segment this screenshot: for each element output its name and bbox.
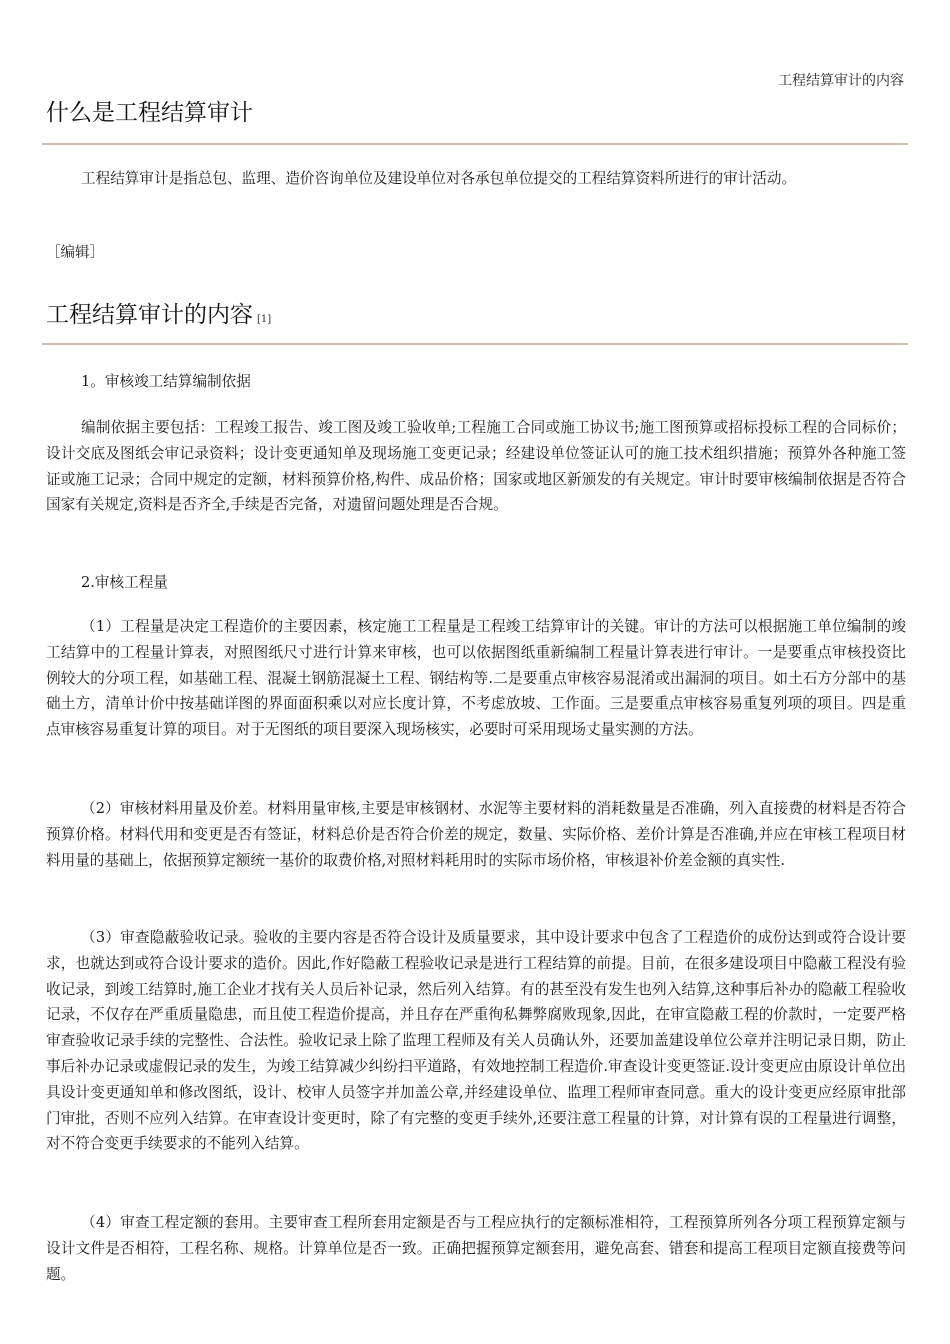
item2-paragraph-4: （4）审查工程定额的套用。主要审查工程所套用定额是否与工程应执行的定额标准相符，工程预算所列各分项工程预算定额与设计文件是否相符，工程名称、规格。计算单位是否一致。正确把握预算定额套用，避免高套、错套和提高工程项目定额直接费等问题。 bbox=[46, 1214, 906, 1283]
reference-link[interactable]: [1] bbox=[257, 314, 272, 325]
edit-link[interactable]: ［编辑］ bbox=[46, 245, 104, 261]
item2-paragraph-2: （2）审核材料用量及价差。材料用量审核,主要是审核钢材、水泥等主要材料的消耗数量是否准确，列入直接费的材料是否符合预算价格。材料代用和变更是否有签证，材料总价是否符合价差的规定，数量、实际价格、差价计算是否准确,并应在审核工程项目材料用量的基础上，依据预算定额统一基价的取费价格,对照材料耗用时的实际市场价格，审核退补价差金额的真实性. bbox=[46, 800, 906, 869]
item1-paragraph: 编制依据主要包括：工程竣工报告、竣工图及竣工验收单;工程施工合同或施工协议书;施工图预算或招标投标工程的合同标价；设计交底及图纸会审记录资料；设计变更通知单及现场施工变更记录；经建设单位签证认可的施工技术组织措施；预算外各种施工签证或施工记录；合同中规定的定额，材料预算价格,构件、成品价格；国家或地区新颁发的有关规定。审计时要审核编制依据是否符合国家有关规定,资料是否齐全,手续是否完备，对遗留问题处理是否合规。 bbox=[46, 419, 906, 514]
section-divider bbox=[42, 343, 908, 345]
item2-paragraph-3: （3）审查隐蔽验收记录。验收的主要内容是否符合设计及质量要求，其中设计要求中包含了工程造价的成份达到或符合设计要求，也就达到或符合设计要求的造价。因此,作好隐蔽工程验收记录是进行工程结算的前提。目前，在很多建设项目中隐蔽工程没有验收记录，到竣工结算时,施工企业才找有关人员后补记录，然后列入结算。有的甚至没有发生也列入结算,这种事后补办的隐蔽工程验收记录，不仅存在严重质量隐患，而且使工程造价提高，并且存在严重徇私舞弊腐败现象,因此，在审宣隐蔽工程的价款时，一定要严格审查验收记录手续的完整性、合法性。验收记录上除了监理工程师及有关人员确认外，还要加盖建设单位公章并注明记录日期，防止事后补办记录或虚假记录的发生，为竣工结算减少纠纷扫平道路，有效地控制工程造价.审查设计变更签证.设计变更应由原设计单位出具设计变更通知单和修改图纸，设计、校审人员签字并加盖公章,并经建设单位、监理工程师审查同意。重大的设计变更应经原审批部门审批，否则不应列入结算。在审查设计变更时，除了有完整的变更手续外,还要注意工程量的计算，对计算有误的工程量进行调整，对不符合变更手续要求的不能列入结算。 bbox=[46, 929, 906, 1153]
item2-heading: 2.审核工程量 bbox=[81, 574, 168, 591]
section-title-text: 工程结算审计的内容 bbox=[46, 302, 253, 328]
section-title-audit-content bbox=[46, 296, 271, 329]
section-title-what-is-audit: 什么是工程结算审计 bbox=[46, 100, 253, 126]
item2-paragraph-1: （1）工程量是决定工程造价的主要因素，核定施工工程量是工程竣工结算审计的关键。审计的方法可以根据施工单位编制的竣工结算中的工程量计算表，对照图纸尺寸进行计算来审核，也可以依据图纸重新编制工程量计算表进行审计。一是要重点审核投资比例较大的分项工程，如基础工程、混凝土钢筋混凝土工程、钢结构等.二是要重点审核容易混淆或出漏洞的项目。如土石方分部中的基础土方，清单计价中按基础详图的界面面积乘以对应长度计算，不考虑放坡、工作面。三是要重点审核容易重复列项的项目。四是重点审核容易重复计算的项目。对于无图纸的项目要深入现场核实，必要时可采用现场丈量实测的方法。 bbox=[46, 618, 906, 739]
item1-heading: 1。审核竣工结算编制依据 bbox=[81, 373, 251, 390]
running-header: 工程结算审计的内容 bbox=[778, 73, 904, 89]
definition-paragraph: 工程结算审计是指总包、监理、造价咨询单位及建设单位对各承包单位提交的工程结算资料所进行的审计活动。 bbox=[81, 170, 797, 187]
section-divider bbox=[42, 143, 908, 145]
